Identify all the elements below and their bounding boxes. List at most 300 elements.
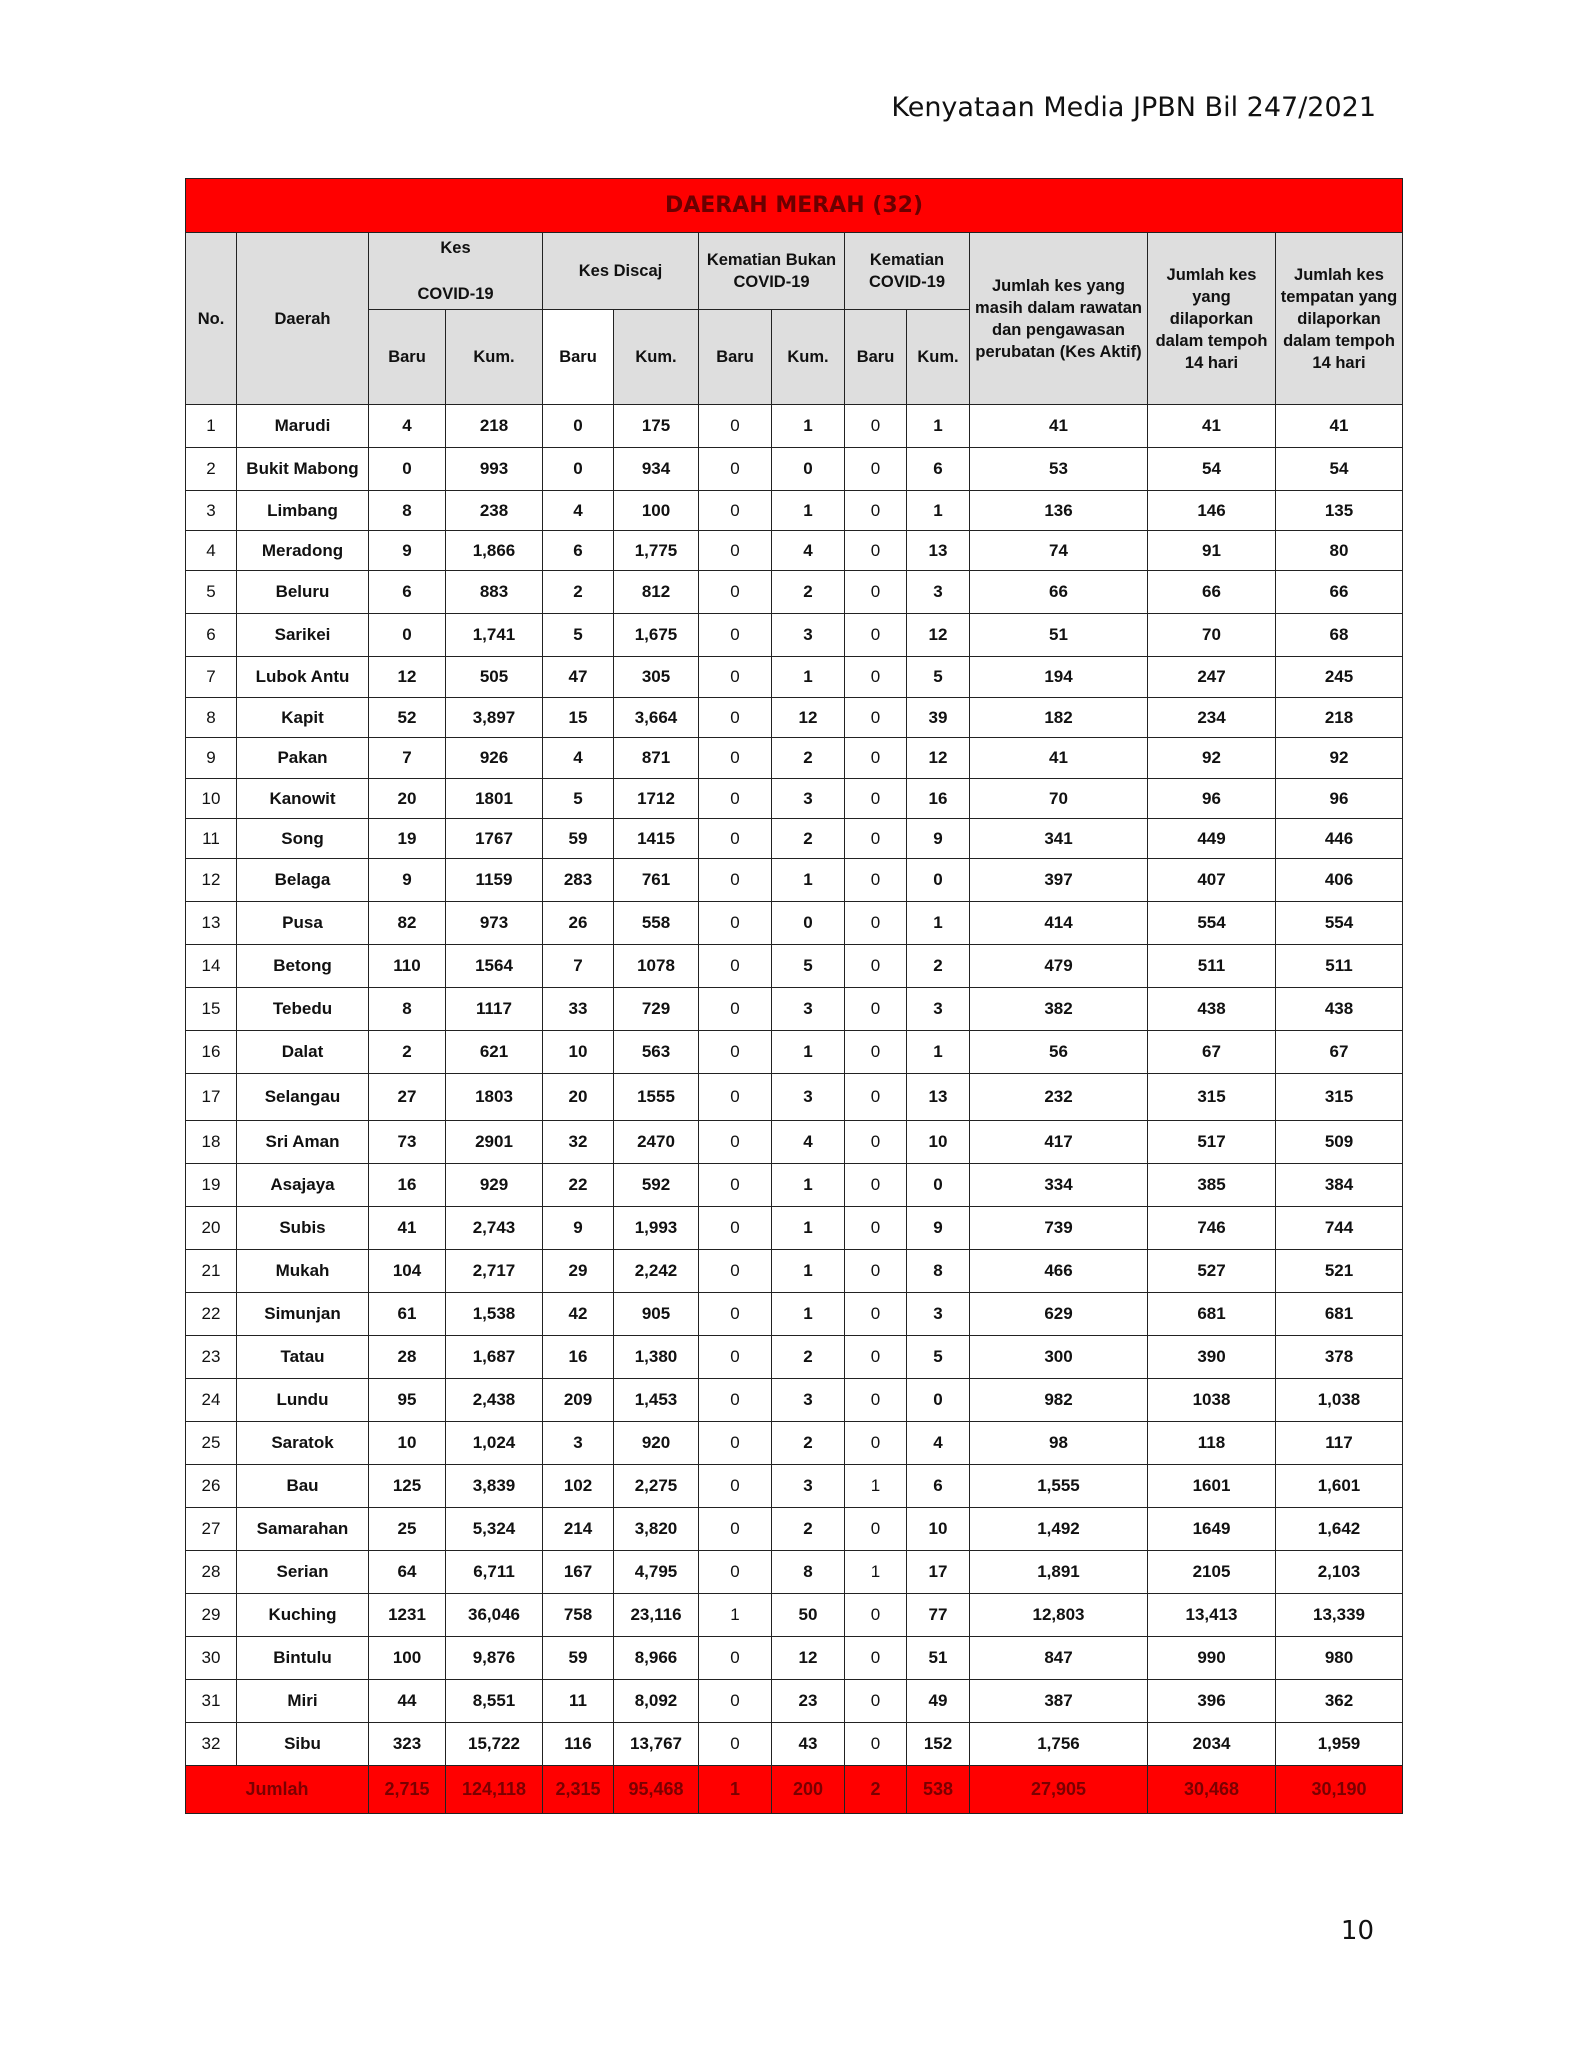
cell-kematian-bukan-baru: 0 bbox=[699, 1293, 772, 1336]
cell-discaj-kum: 592 bbox=[614, 1164, 699, 1207]
cell-kematian-covid-kum: 2 bbox=[907, 945, 970, 988]
table-row bbox=[186, 945, 1403, 988]
cell-kes-aktif: 397 bbox=[970, 859, 1148, 902]
table-row bbox=[186, 1637, 1403, 1680]
cell-daerah: Sarikei bbox=[237, 614, 369, 657]
cell-discaj-kum: 1,380 bbox=[614, 1336, 699, 1379]
cell-kematian-covid-baru: 0 bbox=[845, 859, 907, 902]
cell-discaj-baru: 3 bbox=[543, 1422, 614, 1465]
cell-kes-aktif: 1,891 bbox=[970, 1551, 1148, 1594]
cell-kematian-covid-kum: 9 bbox=[907, 1207, 970, 1250]
cell-kes-kum: 238 bbox=[446, 491, 543, 531]
cell-kes-baru: 44 bbox=[369, 1680, 446, 1723]
cell-discaj-baru: 5 bbox=[543, 614, 614, 657]
cell-kes-kum: 15,722 bbox=[446, 1723, 543, 1766]
page-number: 10 bbox=[1340, 1916, 1374, 1946]
cell-kematian-bukan-kum: 2 bbox=[772, 1508, 845, 1551]
cell-tempatan-14-hari: 13,339 bbox=[1276, 1594, 1403, 1637]
header-kes-covid-line2: COVID-19 bbox=[417, 285, 494, 303]
cell-kematian-covid-kum: 0 bbox=[907, 1379, 970, 1422]
cell-kes-aktif: 70 bbox=[970, 779, 1148, 819]
daerah-merah-table-container bbox=[185, 178, 1402, 1814]
cell-dilaporkan-14-hari: 66 bbox=[1148, 571, 1276, 614]
table-row bbox=[186, 988, 1403, 1031]
cell-discaj-kum: 1,775 bbox=[614, 531, 699, 571]
cell-discaj-baru: 2 bbox=[543, 571, 614, 614]
cell-discaj-kum: 920 bbox=[614, 1422, 699, 1465]
cell-kes-aktif: 982 bbox=[970, 1379, 1148, 1422]
cell-daerah: Tebedu bbox=[237, 988, 369, 1031]
cell-kes-baru: 64 bbox=[369, 1551, 446, 1594]
cell-kes-aktif: 12,803 bbox=[970, 1594, 1148, 1637]
cell-discaj-kum: 175 bbox=[614, 405, 699, 448]
cell-discaj-baru: 42 bbox=[543, 1293, 614, 1336]
header-kematian-bukan-kum: Kum. bbox=[772, 310, 845, 405]
cell-discaj-baru: 10 bbox=[543, 1031, 614, 1074]
cell-kematian-covid-baru: 1 bbox=[845, 1551, 907, 1594]
cell-kematian-bukan-kum: 1 bbox=[772, 1293, 845, 1336]
cell-no: 24 bbox=[186, 1379, 237, 1422]
cell-kematian-covid-kum: 1 bbox=[907, 902, 970, 945]
cell-discaj-kum: 729 bbox=[614, 988, 699, 1031]
cell-kes-kum: 973 bbox=[446, 902, 543, 945]
cell-kematian-covid-baru: 0 bbox=[845, 405, 907, 448]
cell-tempatan-14-hari: 41 bbox=[1276, 405, 1403, 448]
cell-no: 16 bbox=[186, 1031, 237, 1074]
cell-kematian-bukan-baru: 0 bbox=[699, 1250, 772, 1293]
cell-discaj-kum: 812 bbox=[614, 571, 699, 614]
cell-kematian-bukan-kum: 1 bbox=[772, 859, 845, 902]
cell-kematian-bukan-kum: 12 bbox=[772, 698, 845, 738]
cell-dilaporkan-14-hari: 554 bbox=[1148, 902, 1276, 945]
cell-discaj-kum: 3,820 bbox=[614, 1508, 699, 1551]
cell-discaj-baru: 22 bbox=[543, 1164, 614, 1207]
header-kes-baru: Baru bbox=[369, 310, 446, 405]
cell-dilaporkan-14-hari: 517 bbox=[1148, 1121, 1276, 1164]
cell-kematian-covid-kum: 8 bbox=[907, 1250, 970, 1293]
cell-kematian-covid-baru: 0 bbox=[845, 1723, 907, 1766]
daerah-merah-table bbox=[185, 178, 1403, 1814]
cell-daerah: Subis bbox=[237, 1207, 369, 1250]
header-discaj-baru: Baru bbox=[543, 310, 614, 405]
cell-kematian-bukan-kum: 4 bbox=[772, 1121, 845, 1164]
cell-kes-baru: 61 bbox=[369, 1293, 446, 1336]
cell-daerah: Bukit Mabong bbox=[237, 448, 369, 491]
total-jumlah-label: Jumlah bbox=[186, 1766, 369, 1814]
cell-tempatan-14-hari: 438 bbox=[1276, 988, 1403, 1031]
cell-kes-aktif: 74 bbox=[970, 531, 1148, 571]
cell-discaj-kum: 2,275 bbox=[614, 1465, 699, 1508]
cell-discaj-baru: 32 bbox=[543, 1121, 614, 1164]
cell-kes-aktif: 1,756 bbox=[970, 1723, 1148, 1766]
cell-kes-aktif: 1,555 bbox=[970, 1465, 1148, 1508]
cell-daerah: Serian bbox=[237, 1551, 369, 1594]
cell-daerah: Simunjan bbox=[237, 1293, 369, 1336]
cell-tempatan-14-hari: 378 bbox=[1276, 1336, 1403, 1379]
table-row bbox=[186, 1594, 1403, 1637]
cell-kes-aktif: 300 bbox=[970, 1336, 1148, 1379]
cell-kematian-bukan-kum: 4 bbox=[772, 531, 845, 571]
cell-kematian-covid-kum: 9 bbox=[907, 819, 970, 859]
header-no: No. bbox=[186, 233, 237, 405]
table-row bbox=[186, 1164, 1403, 1207]
cell-kes-baru: 6 bbox=[369, 571, 446, 614]
cell-daerah: Pakan bbox=[237, 738, 369, 779]
cell-kematian-bukan-kum: 2 bbox=[772, 1336, 845, 1379]
cell-kematian-bukan-kum: 50 bbox=[772, 1594, 845, 1637]
cell-dilaporkan-14-hari: 390 bbox=[1148, 1336, 1276, 1379]
cell-kematian-covid-baru: 0 bbox=[845, 1680, 907, 1723]
cell-tempatan-14-hari: 681 bbox=[1276, 1293, 1403, 1336]
cell-kematian-bukan-baru: 0 bbox=[699, 1422, 772, 1465]
cell-discaj-kum: 305 bbox=[614, 657, 699, 698]
cell-kematian-bukan-baru: 0 bbox=[699, 491, 772, 531]
cell-discaj-kum: 4,795 bbox=[614, 1551, 699, 1594]
cell-discaj-baru: 214 bbox=[543, 1508, 614, 1551]
cell-discaj-baru: 33 bbox=[543, 988, 614, 1031]
cell-no: 18 bbox=[186, 1121, 237, 1164]
cell-kematian-covid-kum: 10 bbox=[907, 1508, 970, 1551]
cell-discaj-kum: 3,664 bbox=[614, 698, 699, 738]
cell-kematian-covid-kum: 51 bbox=[907, 1637, 970, 1680]
cell-dilaporkan-14-hari: 2105 bbox=[1148, 1551, 1276, 1594]
table-row bbox=[186, 531, 1403, 571]
cell-no: 14 bbox=[186, 945, 237, 988]
cell-kes-aktif: 382 bbox=[970, 988, 1148, 1031]
cell-tempatan-14-hari: 245 bbox=[1276, 657, 1403, 698]
table-row bbox=[186, 1293, 1403, 1336]
cell-kes-kum: 1801 bbox=[446, 779, 543, 819]
cell-no: 8 bbox=[186, 698, 237, 738]
cell-kes-kum: 929 bbox=[446, 1164, 543, 1207]
cell-dilaporkan-14-hari: 67 bbox=[1148, 1031, 1276, 1074]
cell-no: 11 bbox=[186, 819, 237, 859]
cell-discaj-kum: 563 bbox=[614, 1031, 699, 1074]
table-row bbox=[186, 491, 1403, 531]
cell-kes-baru: 19 bbox=[369, 819, 446, 859]
cell-no: 7 bbox=[186, 657, 237, 698]
cell-kes-kum: 1,687 bbox=[446, 1336, 543, 1379]
cell-tempatan-14-hari: 362 bbox=[1276, 1680, 1403, 1723]
cell-kematian-bukan-baru: 0 bbox=[699, 405, 772, 448]
cell-kematian-bukan-kum: 3 bbox=[772, 1465, 845, 1508]
cell-kematian-bukan-baru: 0 bbox=[699, 1207, 772, 1250]
cell-no: 27 bbox=[186, 1508, 237, 1551]
cell-kematian-bukan-baru: 0 bbox=[699, 1508, 772, 1551]
cell-kes-baru: 12 bbox=[369, 657, 446, 698]
cell-kes-aktif: 98 bbox=[970, 1422, 1148, 1465]
header-daerah: Daerah bbox=[237, 233, 369, 405]
cell-daerah: Selangau bbox=[237, 1074, 369, 1121]
cell-kes-kum: 9,876 bbox=[446, 1637, 543, 1680]
header-kes-covid bbox=[369, 233, 543, 310]
table-row bbox=[186, 1336, 1403, 1379]
cell-kematian-covid-kum: 17 bbox=[907, 1551, 970, 1594]
cell-tempatan-14-hari: 92 bbox=[1276, 738, 1403, 779]
cell-kes-kum: 1,741 bbox=[446, 614, 543, 657]
cell-discaj-kum: 1,453 bbox=[614, 1379, 699, 1422]
cell-kes-kum: 3,897 bbox=[446, 698, 543, 738]
cell-daerah: Miri bbox=[237, 1680, 369, 1723]
cell-kematian-covid-kum: 13 bbox=[907, 531, 970, 571]
cell-kematian-bukan-kum: 1 bbox=[772, 1164, 845, 1207]
cell-no: 4 bbox=[186, 531, 237, 571]
cell-kes-kum: 218 bbox=[446, 405, 543, 448]
cell-kes-aktif: 136 bbox=[970, 491, 1148, 531]
cell-no: 6 bbox=[186, 614, 237, 657]
cell-kematian-bukan-baru: 0 bbox=[699, 1723, 772, 1766]
cell-daerah: Meradong bbox=[237, 531, 369, 571]
cell-kematian-covid-baru: 0 bbox=[845, 531, 907, 571]
cell-dilaporkan-14-hari: 234 bbox=[1148, 698, 1276, 738]
cell-discaj-baru: 26 bbox=[543, 902, 614, 945]
cell-dilaporkan-14-hari: 1649 bbox=[1148, 1508, 1276, 1551]
cell-kematian-bukan-baru: 0 bbox=[699, 1074, 772, 1121]
cell-kematian-bukan-kum: 3 bbox=[772, 1074, 845, 1121]
cell-kes-aktif: 66 bbox=[970, 571, 1148, 614]
cell-kematian-bukan-baru: 0 bbox=[699, 1164, 772, 1207]
cell-kematian-covid-kum: 1 bbox=[907, 1031, 970, 1074]
cell-kes-aktif: 387 bbox=[970, 1680, 1148, 1723]
cell-tempatan-14-hari: 68 bbox=[1276, 614, 1403, 657]
cell-kematian-bukan-kum: 2 bbox=[772, 738, 845, 779]
table-row bbox=[186, 405, 1403, 448]
cell-kematian-covid-kum: 3 bbox=[907, 988, 970, 1031]
cell-tempatan-14-hari: 96 bbox=[1276, 779, 1403, 819]
cell-kematian-bukan-kum: 2 bbox=[772, 571, 845, 614]
cell-dilaporkan-14-hari: 41 bbox=[1148, 405, 1276, 448]
cell-no: 25 bbox=[186, 1422, 237, 1465]
cell-daerah: Beluru bbox=[237, 571, 369, 614]
table-row bbox=[186, 614, 1403, 657]
table-row bbox=[186, 1680, 1403, 1723]
cell-kes-baru: 95 bbox=[369, 1379, 446, 1422]
cell-kematian-covid-kum: 1 bbox=[907, 491, 970, 531]
cell-kes-aktif: 53 bbox=[970, 448, 1148, 491]
cell-kematian-covid-kum: 3 bbox=[907, 1293, 970, 1336]
cell-kes-kum: 1767 bbox=[446, 819, 543, 859]
cell-tempatan-14-hari: 66 bbox=[1276, 571, 1403, 614]
cell-kematian-covid-kum: 39 bbox=[907, 698, 970, 738]
table-row bbox=[186, 571, 1403, 614]
cell-daerah: Bau bbox=[237, 1465, 369, 1508]
header-kes-aktif: Jumlah kes yang masih dalam rawatan dan pengawasan perubatan (Kes Aktif) bbox=[970, 233, 1148, 405]
cell-kematian-bukan-kum: 5 bbox=[772, 945, 845, 988]
cell-dilaporkan-14-hari: 70 bbox=[1148, 614, 1276, 657]
cell-discaj-baru: 7 bbox=[543, 945, 614, 988]
cell-kes-kum: 36,046 bbox=[446, 1594, 543, 1637]
total-row bbox=[186, 1766, 1403, 1814]
cell-discaj-kum: 558 bbox=[614, 902, 699, 945]
header-kematian-covid: Kematian COVID-19 bbox=[845, 233, 970, 310]
cell-kematian-covid-kum: 16 bbox=[907, 779, 970, 819]
cell-kes-kum: 993 bbox=[446, 448, 543, 491]
cell-kes-kum: 621 bbox=[446, 1031, 543, 1074]
cell-discaj-kum: 761 bbox=[614, 859, 699, 902]
cell-kematian-covid-baru: 0 bbox=[845, 1164, 907, 1207]
cell-dilaporkan-14-hari: 527 bbox=[1148, 1250, 1276, 1293]
cell-kematian-covid-baru: 0 bbox=[845, 1250, 907, 1293]
cell-kes-kum: 883 bbox=[446, 571, 543, 614]
cell-discaj-kum: 1555 bbox=[614, 1074, 699, 1121]
cell-kematian-covid-baru: 0 bbox=[845, 1031, 907, 1074]
cell-kematian-covid-baru: 0 bbox=[845, 614, 907, 657]
cell-kematian-covid-kum: 10 bbox=[907, 1121, 970, 1164]
cell-kes-aktif: 51 bbox=[970, 614, 1148, 657]
cell-dilaporkan-14-hari: 118 bbox=[1148, 1422, 1276, 1465]
cell-dilaporkan-14-hari: 449 bbox=[1148, 819, 1276, 859]
cell-kes-baru: 25 bbox=[369, 1508, 446, 1551]
cell-kematian-bukan-baru: 0 bbox=[699, 657, 772, 698]
cell-tempatan-14-hari: 446 bbox=[1276, 819, 1403, 859]
cell-discaj-baru: 47 bbox=[543, 657, 614, 698]
cell-no: 1 bbox=[186, 405, 237, 448]
cell-kematian-bukan-kum: 43 bbox=[772, 1723, 845, 1766]
total-kematian-bukan-kum: 200 bbox=[772, 1766, 845, 1814]
cell-kematian-covid-baru: 0 bbox=[845, 698, 907, 738]
cell-kematian-bukan-baru: 0 bbox=[699, 988, 772, 1031]
cell-discaj-kum: 8,092 bbox=[614, 1680, 699, 1723]
cell-discaj-baru: 59 bbox=[543, 1637, 614, 1680]
cell-kematian-bukan-kum: 2 bbox=[772, 819, 845, 859]
cell-dilaporkan-14-hari: 54 bbox=[1148, 448, 1276, 491]
cell-dilaporkan-14-hari: 13,413 bbox=[1148, 1594, 1276, 1637]
cell-kes-aktif: 479 bbox=[970, 945, 1148, 988]
cell-kes-kum: 2,438 bbox=[446, 1379, 543, 1422]
cell-kematian-covid-kum: 6 bbox=[907, 448, 970, 491]
cell-no: 19 bbox=[186, 1164, 237, 1207]
cell-no: 2 bbox=[186, 448, 237, 491]
cell-no: 22 bbox=[186, 1293, 237, 1336]
cell-kes-baru: 2 bbox=[369, 1031, 446, 1074]
cell-discaj-baru: 15 bbox=[543, 698, 614, 738]
cell-tempatan-14-hari: 744 bbox=[1276, 1207, 1403, 1250]
cell-kematian-bukan-baru: 0 bbox=[699, 1031, 772, 1074]
cell-kes-baru: 20 bbox=[369, 779, 446, 819]
cell-discaj-baru: 6 bbox=[543, 531, 614, 571]
cell-dilaporkan-14-hari: 746 bbox=[1148, 1207, 1276, 1250]
cell-kes-aktif: 182 bbox=[970, 698, 1148, 738]
table-title: DAERAH MERAH (32) bbox=[186, 179, 1403, 233]
cell-dilaporkan-14-hari: 2034 bbox=[1148, 1723, 1276, 1766]
cell-daerah: Kuching bbox=[237, 1594, 369, 1637]
cell-kematian-bukan-baru: 0 bbox=[699, 1121, 772, 1164]
cell-kes-aktif: 466 bbox=[970, 1250, 1148, 1293]
cell-kematian-bukan-baru: 0 bbox=[699, 448, 772, 491]
header-dilaporkan-14-hari: Jumlah kes yang dilaporkan dalam tempoh 14 hari bbox=[1148, 233, 1276, 405]
cell-daerah: Betong bbox=[237, 945, 369, 988]
cell-kematian-bukan-kum: 3 bbox=[772, 779, 845, 819]
cell-discaj-baru: 9 bbox=[543, 1207, 614, 1250]
cell-kematian-covid-baru: 0 bbox=[845, 448, 907, 491]
cell-kematian-covid-kum: 77 bbox=[907, 1594, 970, 1637]
cell-tempatan-14-hari: 117 bbox=[1276, 1422, 1403, 1465]
cell-discaj-kum: 2470 bbox=[614, 1121, 699, 1164]
cell-kes-kum: 1,024 bbox=[446, 1422, 543, 1465]
table-row bbox=[186, 1422, 1403, 1465]
cell-discaj-baru: 16 bbox=[543, 1336, 614, 1379]
cell-no: 20 bbox=[186, 1207, 237, 1250]
cell-discaj-baru: 29 bbox=[543, 1250, 614, 1293]
cell-kematian-covid-kum: 4 bbox=[907, 1422, 970, 1465]
total-kes-baru: 2,715 bbox=[369, 1766, 446, 1814]
total-tempatan-14-hari: 30,190 bbox=[1276, 1766, 1403, 1814]
total-discaj-kum: 95,468 bbox=[614, 1766, 699, 1814]
cell-kes-aktif: 334 bbox=[970, 1164, 1148, 1207]
cell-kematian-bukan-kum: 1 bbox=[772, 1250, 845, 1293]
cell-tempatan-14-hari: 1,601 bbox=[1276, 1465, 1403, 1508]
document-header: Kenyataan Media JPBN Bil 247/2021 bbox=[891, 92, 1376, 123]
cell-tempatan-14-hari: 2,103 bbox=[1276, 1551, 1403, 1594]
cell-kematian-bukan-kum: 3 bbox=[772, 1379, 845, 1422]
cell-discaj-kum: 1415 bbox=[614, 819, 699, 859]
cell-dilaporkan-14-hari: 1038 bbox=[1148, 1379, 1276, 1422]
cell-kematian-bukan-baru: 0 bbox=[699, 698, 772, 738]
cell-tempatan-14-hari: 1,038 bbox=[1276, 1379, 1403, 1422]
cell-discaj-kum: 905 bbox=[614, 1293, 699, 1336]
cell-discaj-baru: 102 bbox=[543, 1465, 614, 1508]
cell-discaj-baru: 209 bbox=[543, 1379, 614, 1422]
cell-kes-baru: 125 bbox=[369, 1465, 446, 1508]
cell-kes-aktif: 1,492 bbox=[970, 1508, 1148, 1551]
cell-no: 28 bbox=[186, 1551, 237, 1594]
table-row bbox=[186, 902, 1403, 945]
cell-kematian-bukan-baru: 0 bbox=[699, 738, 772, 779]
cell-kematian-covid-kum: 152 bbox=[907, 1723, 970, 1766]
cell-kes-kum: 6,711 bbox=[446, 1551, 543, 1594]
cell-kematian-bukan-baru: 0 bbox=[699, 571, 772, 614]
cell-kes-aktif: 232 bbox=[970, 1074, 1148, 1121]
cell-kematian-bukan-baru: 0 bbox=[699, 945, 772, 988]
cell-kes-aktif: 41 bbox=[970, 738, 1148, 779]
cell-kes-baru: 82 bbox=[369, 902, 446, 945]
cell-kematian-covid-baru: 1 bbox=[845, 1465, 907, 1508]
cell-kes-baru: 8 bbox=[369, 491, 446, 531]
total-kematian-covid-kum: 538 bbox=[907, 1766, 970, 1814]
cell-kematian-bukan-baru: 0 bbox=[699, 779, 772, 819]
cell-discaj-baru: 4 bbox=[543, 738, 614, 779]
cell-kes-kum: 2901 bbox=[446, 1121, 543, 1164]
cell-kematian-covid-baru: 0 bbox=[845, 988, 907, 1031]
cell-kematian-bukan-baru: 0 bbox=[699, 1680, 772, 1723]
cell-kes-aktif: 847 bbox=[970, 1637, 1148, 1680]
table-row bbox=[186, 657, 1403, 698]
cell-kematian-bukan-baru: 0 bbox=[699, 1465, 772, 1508]
cell-daerah: Bintulu bbox=[237, 1637, 369, 1680]
cell-kematian-covid-kum: 13 bbox=[907, 1074, 970, 1121]
cell-kematian-bukan-kum: 0 bbox=[772, 448, 845, 491]
cell-no: 29 bbox=[186, 1594, 237, 1637]
cell-tempatan-14-hari: 406 bbox=[1276, 859, 1403, 902]
header-kes-kum: Kum. bbox=[446, 310, 543, 405]
cell-tempatan-14-hari: 511 bbox=[1276, 945, 1403, 988]
cell-no: 23 bbox=[186, 1336, 237, 1379]
cell-discaj-kum: 13,767 bbox=[614, 1723, 699, 1766]
table-row bbox=[186, 1074, 1403, 1121]
cell-kematian-bukan-kum: 3 bbox=[772, 988, 845, 1031]
total-kematian-covid-baru: 2 bbox=[845, 1766, 907, 1814]
cell-discaj-baru: 11 bbox=[543, 1680, 614, 1723]
cell-daerah: Limbang bbox=[237, 491, 369, 531]
cell-discaj-baru: 0 bbox=[543, 405, 614, 448]
cell-kematian-covid-baru: 0 bbox=[845, 819, 907, 859]
cell-no: 5 bbox=[186, 571, 237, 614]
cell-kematian-covid-kum: 0 bbox=[907, 1164, 970, 1207]
total-kematian-bukan-baru: 1 bbox=[699, 1766, 772, 1814]
total-kes-kum: 124,118 bbox=[446, 1766, 543, 1814]
cell-discaj-kum: 1078 bbox=[614, 945, 699, 988]
cell-kematian-covid-baru: 0 bbox=[845, 1207, 907, 1250]
